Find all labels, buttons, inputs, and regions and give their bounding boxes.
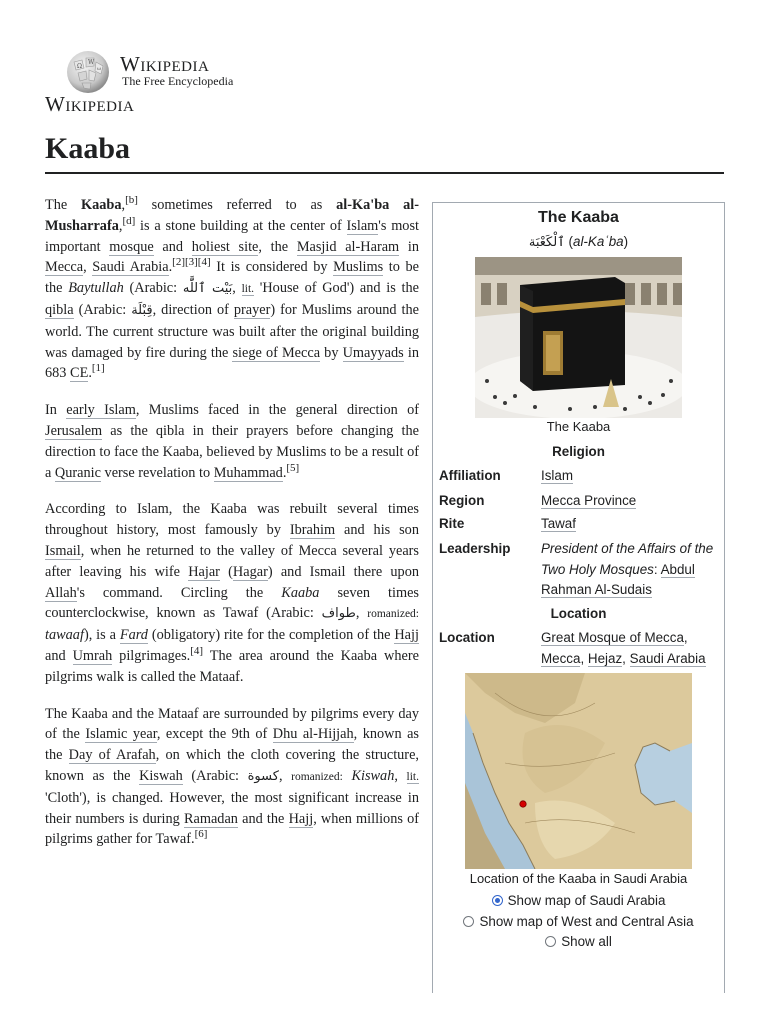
- footnote-5[interactable]: [5]: [286, 461, 300, 474]
- link-siege-of-mecca[interactable]: siege of Mecca: [232, 344, 321, 361]
- page-title: Kaaba: [45, 132, 131, 165]
- link-hajar[interactable]: Hajar: [188, 563, 220, 580]
- kaaba-photo[interactable]: [475, 257, 682, 418]
- link-mosque[interactable]: mosque: [109, 238, 154, 255]
- svg-text:Ω: Ω: [77, 63, 82, 70]
- link-affiliation-islam[interactable]: Islam: [541, 468, 573, 483]
- link-location-mecca[interactable]: Mecca: [541, 650, 581, 666]
- footnote-d[interactable]: [d]: [122, 215, 136, 228]
- label-location: Location: [439, 630, 495, 645]
- infobox-native-name: ٱلْكَعْبَة (al-Kaʿba): [528, 234, 629, 250]
- arabic-bayt-allah: بَيْت ٱللَّٰه: [182, 281, 233, 297]
- link-dhu-al-hijjah[interactable]: Dhu al-Hijjah: [272, 726, 354, 743]
- label-affiliation: Affiliation: [439, 468, 501, 483]
- label-rite: Rite: [439, 516, 465, 531]
- wikipedia-globe-icon: [64, 46, 112, 94]
- label-romanized-2: romanized:: [291, 770, 343, 783]
- link-mecca[interactable]: Mecca: [45, 259, 84, 276]
- radio-icon[interactable]: [545, 936, 556, 947]
- link-early-islam[interactable]: early Islam: [66, 402, 136, 419]
- abbr-lit[interactable]: lit.: [241, 283, 255, 296]
- footnote-6[interactable]: [6]: [194, 828, 208, 841]
- map-option-saudi-arabia[interactable]: Show map of Saudi Arabia: [433, 893, 724, 908]
- link-ibrahim[interactable]: Ibrahim: [289, 522, 336, 539]
- link-quranic[interactable]: Quranic: [54, 464, 101, 481]
- link-location-saudi-arabia[interactable]: Saudi Arabia: [629, 650, 706, 666]
- footnote-2-3-4[interactable]: [2][3][4]: [172, 256, 211, 269]
- map-caption: Location of the Kaaba in Saudi Arabia: [469, 871, 688, 886]
- term-baytullah: Baytullah: [68, 280, 124, 297]
- leadership-office: President of the Affairs of the Two Holy Mosques: [541, 541, 714, 577]
- link-ismail[interactable]: Ismail: [45, 542, 81, 559]
- link-day-of-arafah[interactable]: Day of Arafah: [68, 747, 156, 764]
- link-holiest-site[interactable]: holiest site: [191, 238, 259, 255]
- radio-icon[interactable]: [463, 916, 474, 927]
- location-map[interactable]: [465, 673, 692, 869]
- link-hagar[interactable]: Hagar: [232, 563, 268, 580]
- value-rite: [541, 514, 719, 535]
- link-saudi-arabia[interactable]: Saudi Arabia: [92, 259, 169, 276]
- link-fard[interactable]: Fard: [119, 627, 148, 644]
- map-option-west-central-asia[interactable]: Show map of West and Central Asia: [433, 914, 724, 929]
- value-region: [541, 491, 719, 512]
- link-prayer[interactable]: prayer: [233, 301, 271, 318]
- location-map-image: [465, 673, 692, 869]
- photo-caption: The Kaaba: [546, 419, 611, 434]
- link-hejaz[interactable]: Hejaz: [587, 650, 623, 666]
- term-tawaaf: tawaaf: [45, 627, 84, 644]
- link-kiswah[interactable]: Kiswah: [139, 767, 183, 784]
- wikipedia-logo[interactable]: [64, 46, 244, 96]
- link-mecca-province[interactable]: Mecca Province: [541, 493, 637, 508]
- wordmark: Wikipedia: [120, 52, 210, 76]
- abbr-lit-2[interactable]: lit.: [406, 770, 419, 783]
- link-muslims[interactable]: Muslims: [333, 259, 384, 276]
- footnote-b[interactable]: [b]: [125, 194, 138, 207]
- footnote-1[interactable]: [1]: [91, 362, 105, 375]
- paragraph-4: The Kaaba and the Mataaf are surrounded by pilgrims every day of the Islamic year, except the 9th of Dhu al-Hijjah, known as the Day of Arafah, on which the cloth covering the structure, known as the Kiswah (Arabic: كسوة, romanized: Kiswah, lit. 'Cloth'), is changed. However, the most significant increase in their numbers is during Ramadan and the Hajj, when millions of pilgrims gather for Tawaf.[6]: [45, 705, 419, 848]
- paragraph-3: According to Islam, the Kaaba was rebuilt several times throughout history, most famously by Ibrahim and his son Ismail, when he returned to the valley of Mecca several years after leaving his wife Hajar (Hagar) and Ismail there upon Allah's command. Circling the Kaaba seven times counterclockwise, known as Tawaf (Arabic: طواف, romanized: tawaaf), is a Fard (obligatory) rite for the completion of the Hajj and Umrah pilgrimages.[4] The area around the Kaaba where pilgrims walk is called the Mataaf.: [45, 501, 419, 685]
- wordmark-main[interactable]: Wikipedia: [45, 92, 135, 116]
- link-ce[interactable]: CE: [70, 365, 89, 382]
- footnote-4[interactable]: [4]: [190, 645, 204, 658]
- link-islam[interactable]: Islam: [346, 217, 379, 234]
- link-masjid-al-haram[interactable]: Masjid al-Haram: [296, 238, 400, 255]
- kaaba-photo-image: [475, 257, 682, 418]
- label-leadership: Leadership: [439, 541, 511, 556]
- term-kiswah-italic: Kiswah: [351, 767, 395, 784]
- arabic-qibla: قِبْلَة: [131, 302, 153, 318]
- label-region: Region: [439, 493, 485, 508]
- svg-text:ω: ω: [97, 66, 102, 72]
- title-divider: [45, 172, 724, 174]
- link-jerusalem[interactable]: Jerusalem: [45, 422, 103, 439]
- link-hajj-2[interactable]: Hajj: [288, 810, 314, 827]
- article-body: [45, 195, 419, 866]
- link-allah[interactable]: Allah: [45, 584, 77, 601]
- term-al-kaba: al-Ka'ba al-Musharrafa: [45, 197, 419, 234]
- arabic-tawaf: طواف: [321, 606, 356, 622]
- link-qibla[interactable]: qibla: [45, 301, 74, 318]
- link-great-mosque-of-mecca[interactable]: Great Mosque of Mecca: [541, 630, 684, 645]
- arabic-kiswah: كسوة: [247, 768, 279, 784]
- link-tawaf[interactable]: Tawaf: [541, 516, 576, 531]
- term-kaaba: Kaaba: [80, 197, 122, 213]
- paragraph-1: The Kaaba,[b] sometimes referred to as al-Ka'ba al-Musharrafa,[d] is a stone building at the center of Islam's most important mosque and holiest site, the Masjid al-Haram in Mecca, Saudi Arabia.[2][3][4] It is considered by Muslims to be the Baytullah (Arabic: بَيْت ٱللَّٰه, lit. 'House of God') and is the qibla (Arabic: قِبْلَة, direction of prayer) for Muslims around the world. The current structure was built after the original building was damaged by fire during the siege of Mecca by Umayyads in 683 CE.[1]: [45, 194, 420, 382]
- link-muhammad[interactable]: Muhammad: [213, 464, 283, 481]
- value-location: Great Mosque of Mecca, Mecca, Hejaz, Saudi Arabia: [541, 630, 706, 666]
- section-location: Location: [550, 606, 607, 621]
- section-religion: Religion: [552, 444, 605, 459]
- paragraph-2: In early Islam, Muslims faced in the general direction of Jerusalem as the qibla in their prayers before changing the direction to face the Kaaba, believed by Muslims to be a result of a Quranic verse revelation to Muhammad.[5]: [45, 402, 419, 481]
- link-ramadan[interactable]: Ramadan: [183, 810, 238, 827]
- link-abdul-rahman-al-sudais[interactable]: Abdul Rahman Al-Sudais: [541, 561, 695, 597]
- svg-text:W: W: [88, 59, 95, 66]
- tagline: The Free Encyclopedia: [122, 74, 234, 88]
- native-name-transliteration: al-Kaʿba: [573, 234, 624, 249]
- link-umrah[interactable]: Umrah: [72, 647, 113, 664]
- map-option-show-all[interactable]: Show all: [433, 934, 724, 949]
- kaaba-location-marker: [520, 801, 526, 807]
- value-leadership: President of the Affairs of the Two Holy Mosques: Abdul Rahman Al-Sudais: [541, 541, 714, 597]
- native-name-arabic: ٱلْكَعْبَة: [528, 235, 565, 250]
- value-affiliation: [541, 466, 719, 487]
- link-islamic-year[interactable]: Islamic year: [85, 726, 157, 743]
- label-romanized: romanized:: [367, 608, 419, 621]
- link-hajj[interactable]: Hajj: [394, 627, 419, 644]
- infobox-title: The Kaaba: [538, 209, 619, 226]
- link-umayyads[interactable]: Umayyads: [342, 344, 404, 361]
- term-kaaba-italic: Kaaba: [281, 584, 320, 601]
- radio-selected-icon[interactable]: [492, 895, 503, 906]
- infobox: [432, 202, 725, 993]
